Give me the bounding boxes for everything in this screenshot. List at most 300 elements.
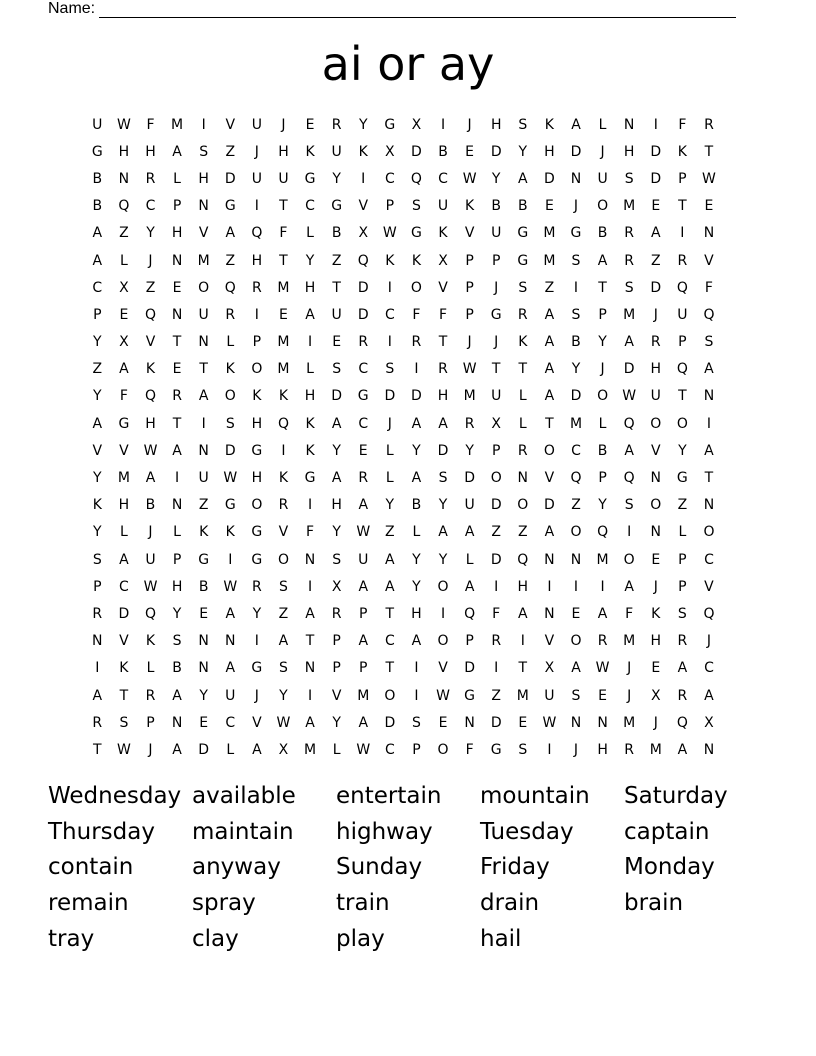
grid-letter[interactable]: R [464,415,475,432]
grid-letter[interactable]: P [93,578,102,595]
grid-letter[interactable]: E [305,116,315,133]
grid-letter[interactable]: G [251,660,263,677]
grid-letter[interactable]: I [307,334,313,351]
grid-letter[interactable]: P [678,578,687,595]
grid-letter[interactable]: A [704,442,714,459]
grid-letter[interactable]: D [357,279,369,296]
grid-letter[interactable]: U [92,116,103,133]
grid-letter[interactable]: R [358,470,369,487]
grid-letter[interactable]: R [411,334,422,351]
grid-letter[interactable]: C [571,442,581,459]
grid-letter[interactable]: Y [465,442,474,459]
grid-letter[interactable]: Q [676,361,688,378]
grid-letter[interactable]: O [251,497,263,514]
grid-letter[interactable]: P [465,279,474,296]
grid-letter[interactable]: A [597,605,608,622]
grid-letter[interactable]: Y [332,714,341,731]
grid-letter[interactable]: D [544,497,555,514]
grid-letter[interactable]: N [171,714,183,731]
grid-letter[interactable]: O [650,497,662,514]
grid-letter[interactable]: J [600,361,605,378]
grid-letter[interactable]: S [332,361,342,378]
grid-letter[interactable]: E [544,198,554,215]
grid-letter[interactable]: N [198,334,209,351]
grid-letter[interactable]: Q [144,605,156,622]
grid-letter[interactable]: E [438,714,448,731]
grid-letter[interactable]: I [307,687,313,704]
grid-letter[interactable]: P [359,605,368,622]
grid-letter[interactable]: R [225,306,236,323]
grid-letter[interactable]: Z [225,252,236,269]
grid-letter[interactable]: J [627,687,632,704]
grid-letter[interactable]: O [224,388,236,405]
grid-letter[interactable]: T [545,415,554,432]
grid-letter[interactable]: L [598,415,607,432]
grid-letter[interactable]: A [544,388,555,405]
grid-letter[interactable]: E [651,198,661,215]
grid-letter[interactable]: P [146,714,155,731]
grid-letter[interactable]: F [306,524,315,541]
grid-letter[interactable]: A [331,470,342,487]
grid-letter[interactable]: L [518,415,527,432]
grid-letter[interactable]: G [304,170,316,187]
grid-letter[interactable]: L [385,470,394,487]
grid-letter[interactable]: A [92,225,103,242]
grid-letter[interactable]: E [704,198,714,215]
grid-letter[interactable]: J [467,334,472,351]
grid-letter[interactable]: K [411,252,422,269]
grid-letter[interactable]: F [438,306,448,323]
grid-letter[interactable]: S [119,714,129,731]
grid-letter[interactable]: U [251,170,262,187]
grid-letter[interactable]: A [358,578,369,595]
grid-letter[interactable]: S [704,334,714,351]
grid-letter[interactable]: Y [518,143,528,160]
grid-letter[interactable]: H [145,143,156,160]
grid-letter[interactable]: U [331,306,342,323]
grid-letter[interactable]: K [305,442,315,459]
grid-letter[interactable]: C [92,279,103,296]
grid-letter[interactable]: R [624,252,635,269]
grid-letter[interactable]: K [651,605,661,622]
grid-letter[interactable]: W [143,578,158,595]
grid-letter[interactable]: I [254,198,259,215]
grid-letter[interactable]: E [651,551,661,568]
grid-letter[interactable]: R [331,116,342,133]
grid-letter[interactable]: M [543,225,556,242]
grid-letter[interactable]: T [93,741,102,758]
grid-letter[interactable]: R [92,605,103,622]
grid-letter[interactable]: Y [93,470,102,487]
grid-letter[interactable]: O [410,279,422,296]
grid-letter[interactable]: Q [464,605,476,622]
grid-letter[interactable]: L [518,388,527,405]
grid-letter[interactable]: S [279,578,288,595]
grid-letter[interactable]: K [544,116,554,133]
grid-letter[interactable]: Y [172,605,182,622]
grid-letter[interactable]: E [119,306,129,323]
grid-letter[interactable]: B [92,170,103,187]
grid-letter[interactable]: J [494,279,499,296]
grid-letter[interactable]: T [704,470,714,487]
grid-letter[interactable]: K [92,497,102,514]
grid-letter[interactable]: K [518,334,528,351]
grid-letter[interactable]: O [623,551,635,568]
grid-letter[interactable]: R [278,497,289,514]
grid-letter[interactable]: L [146,660,155,677]
grid-letter[interactable]: I [254,306,259,323]
grid-letter[interactable]: J [467,116,472,133]
grid-letter[interactable]: L [226,741,235,758]
grid-letter[interactable]: D [224,170,236,187]
grid-letter[interactable]: I [361,170,366,187]
grid-letter[interactable]: X [704,714,714,731]
grid-letter[interactable]: U [278,170,289,187]
grid-letter[interactable]: S [571,306,581,323]
grid-letter[interactable]: C [145,198,156,215]
grid-letter[interactable]: B [597,442,608,459]
grid-letter[interactable]: N [703,741,715,758]
grid-letter[interactable]: X [119,279,129,296]
grid-letter[interactable]: Z [92,361,103,378]
grid-letter[interactable]: N [703,388,715,405]
grid-letter[interactable]: H [118,143,130,160]
grid-letter[interactable]: Q [118,198,130,215]
grid-letter[interactable]: R [438,361,448,378]
grid-letter[interactable]: G [357,388,369,405]
grid-letter[interactable]: Y [438,497,448,514]
grid-letter[interactable]: A [119,361,129,378]
grid-letter[interactable]: B [517,198,528,215]
grid-letter[interactable]: D [411,388,422,405]
grid-letter[interactable]: N [650,470,661,487]
grid-letter[interactable]: G [490,741,502,758]
grid-letter[interactable]: V [198,225,209,242]
grid-letter[interactable]: M [277,361,290,378]
grid-letter[interactable]: I [175,470,180,487]
grid-letter[interactable]: L [412,524,421,541]
grid-letter[interactable]: Z [571,497,581,514]
grid-letter[interactable]: U [491,225,502,242]
grid-letter[interactable]: D [544,170,555,187]
grid-letter[interactable]: B [411,497,422,514]
grid-letter[interactable]: Q [144,388,156,405]
grid-letter[interactable]: R [677,687,688,704]
grid-letter[interactable]: R [677,252,688,269]
grid-letter[interactable]: Z [331,252,342,269]
grid-letter[interactable]: Q [623,470,635,487]
grid-letter[interactable]: Y [93,334,102,351]
grid-letter[interactable]: Y [412,551,421,568]
grid-letter[interactable]: P [172,198,182,215]
grid-letter[interactable]: T [199,361,208,378]
grid-letter[interactable]: V [225,116,236,133]
grid-letter[interactable]: L [385,442,394,459]
grid-letter[interactable]: N [703,225,715,242]
grid-letter[interactable]: A [518,170,528,187]
grid-letter[interactable]: X [331,578,342,595]
grid-letter[interactable]: I [307,497,313,514]
grid-letter[interactable]: N [118,170,130,187]
grid-letter[interactable]: S [571,687,581,704]
grid-letter[interactable]: U [358,551,369,568]
grid-letter[interactable]: N [171,252,183,269]
grid-letter[interactable]: P [93,306,102,323]
grid-letter[interactable]: M [569,415,583,432]
grid-letter[interactable]: R [677,633,688,650]
grid-letter[interactable]: Y [438,551,448,568]
grid-letter[interactable]: A [544,361,555,378]
grid-letter[interactable]: P [598,306,607,323]
grid-letter[interactable]: G [517,225,529,242]
grid-letter[interactable]: T [518,660,528,677]
grid-letter[interactable]: K [145,633,156,650]
grid-letter[interactable]: N [544,605,555,622]
grid-letter[interactable]: A [411,470,422,487]
grid-letter[interactable]: U [597,170,608,187]
grid-letter[interactable]: M [463,388,476,405]
grid-letter[interactable]: A [677,660,688,677]
grid-letter[interactable]: A [225,605,236,622]
grid-letter[interactable]: O [650,415,662,432]
grid-letter[interactable]: A [92,415,103,432]
grid-letter[interactable]: M [516,687,529,704]
grid-letter[interactable]: N [171,306,183,323]
grid-letter[interactable]: K [225,524,235,541]
grid-letter[interactable]: A [544,334,555,351]
grid-letter[interactable]: N [198,442,209,459]
grid-letter[interactable]: P [678,334,687,351]
grid-letter[interactable]: M [304,741,317,758]
grid-letter[interactable]: S [624,497,634,514]
grid-letter[interactable]: B [491,198,501,215]
grid-letter[interactable]: T [598,279,607,296]
grid-letter[interactable]: K [305,143,315,160]
grid-letter[interactable]: Q [357,252,369,269]
grid-letter[interactable]: A [385,551,395,568]
grid-letter[interactable]: D [411,143,422,160]
grid-letter[interactable]: Y [358,116,368,133]
grid-letter[interactable]: R [251,279,262,296]
grid-letter[interactable]: F [279,225,288,242]
grid-letter[interactable]: O [703,524,715,541]
grid-letter[interactable]: H [304,388,316,405]
grid-letter[interactable]: I [414,687,419,704]
grid-letter[interactable]: O [437,633,449,650]
grid-letter[interactable]: J [653,714,658,731]
grid-letter[interactable]: S [411,714,421,731]
grid-letter[interactable]: W [116,116,131,133]
grid-letter[interactable]: K [278,388,289,405]
grid-letter[interactable]: B [145,497,156,514]
grid-letter[interactable]: Q [623,415,635,432]
grid-letter[interactable]: M [171,116,184,133]
grid-letter[interactable]: Q [676,279,688,296]
grid-letter[interactable]: Y [412,578,421,595]
grid-letter[interactable]: H [171,225,183,242]
grid-letter[interactable]: U [145,551,156,568]
grid-letter[interactable]: H [411,605,422,622]
grid-letter[interactable]: B [92,198,103,215]
grid-letter[interactable]: J [254,687,259,704]
grid-letter[interactable]: E [651,660,661,677]
grid-letter[interactable]: I [307,578,313,595]
grid-letter[interactable]: S [677,605,687,622]
grid-letter[interactable]: Q [517,551,529,568]
grid-letter[interactable]: A [172,442,182,459]
grid-letter[interactable]: K [465,198,475,215]
grid-letter[interactable]: E [172,279,182,296]
grid-letter[interactable]: Y [332,524,341,541]
grid-letter[interactable]: Z [225,143,236,160]
grid-letter[interactable]: W [462,170,477,187]
grid-letter[interactable]: D [570,143,582,160]
grid-letter[interactable]: D [437,442,449,459]
grid-letter[interactable]: V [278,524,289,541]
grid-letter[interactable]: X [491,415,501,432]
grid-letter[interactable]: F [119,388,128,405]
grid-letter[interactable]: B [172,660,182,677]
grid-letter[interactable]: A [145,470,156,487]
grid-letter[interactable]: N [703,497,715,514]
grid-letter[interactable]: H [597,741,608,758]
grid-letter[interactable]: T [438,334,448,351]
grid-letter[interactable]: O [198,279,210,296]
grid-letter[interactable]: A [624,334,634,351]
grid-letter[interactable]: D [490,143,502,160]
grid-letter[interactable]: S [518,279,528,296]
grid-letter[interactable]: J [573,198,579,215]
grid-letter[interactable]: A [358,497,369,514]
grid-letter[interactable]: W [436,687,450,704]
grid-letter[interactable]: W [276,714,291,731]
grid-letter[interactable]: V [438,660,448,677]
grid-letter[interactable]: D [357,306,369,323]
grid-letter[interactable]: D [464,470,475,487]
grid-letter[interactable]: H [490,116,502,133]
grid-letter[interactable]: P [465,252,474,269]
grid-letter[interactable]: C [384,170,395,187]
grid-letter[interactable]: V [145,334,156,351]
grid-letter[interactable]: L [173,524,181,541]
grid-letter[interactable]: M [623,633,636,650]
grid-letter[interactable]: C [384,633,395,650]
grid-letter[interactable]: O [277,551,289,568]
grid-letter[interactable]: C [704,660,714,677]
grid-letter[interactable]: W [116,741,131,758]
grid-letter[interactable]: O [384,687,396,704]
grid-letter[interactable]: A [624,442,634,459]
grid-letter[interactable]: V [704,252,714,269]
grid-letter[interactable]: R [624,741,635,758]
grid-letter[interactable]: I [547,741,552,758]
grid-letter[interactable]: I [95,660,100,677]
grid-letter[interactable]: M [277,334,290,351]
grid-letter[interactable]: N [171,497,183,514]
grid-letter[interactable]: S [438,470,448,487]
grid-letter[interactable]: T [119,687,129,704]
grid-letter[interactable]: A [305,605,315,622]
grid-letter[interactable]: F [625,605,634,622]
grid-letter[interactable]: E [465,143,475,160]
grid-letter[interactable]: K [119,660,129,677]
grid-letter[interactable]: Y [571,361,581,378]
grid-letter[interactable]: W [595,660,610,677]
grid-letter[interactable]: T [172,334,182,351]
grid-letter[interactable]: C [358,415,369,432]
grid-letter[interactable]: K [305,415,315,432]
grid-letter[interactable]: A [305,714,315,731]
grid-letter[interactable]: V [119,442,129,459]
grid-letter[interactable]: E [172,361,182,378]
grid-letter[interactable]: O [570,524,582,541]
grid-letter[interactable]: E [279,306,288,323]
grid-letter[interactable]: K [252,388,262,405]
grid-letter[interactable]: A [597,252,608,269]
grid-letter[interactable]: J [281,116,286,133]
grid-letter[interactable]: I [387,279,392,296]
grid-letter[interactable]: M [117,470,130,487]
grid-letter[interactable]: P [332,633,341,650]
grid-letter[interactable]: L [332,741,341,758]
grid-letter[interactable]: B [438,143,448,160]
grid-letter[interactable]: A [411,633,422,650]
grid-letter[interactable]: F [465,741,474,758]
grid-letter[interactable]: J [148,524,153,541]
grid-letter[interactable]: S [518,116,528,133]
grid-letter[interactable]: U [251,116,262,133]
grid-letter[interactable]: M [623,198,636,215]
grid-letter[interactable]: T [332,279,341,296]
grid-letter[interactable]: R [331,605,342,622]
grid-letter[interactable]: Z [278,605,289,622]
grid-letter[interactable]: R [251,578,262,595]
grid-letter[interactable]: J [148,252,153,269]
grid-letter[interactable]: R [517,306,528,323]
grid-letter[interactable]: E [199,605,209,622]
grid-letter[interactable]: G [251,442,263,459]
grid-letter[interactable]: O [437,741,449,758]
grid-letter[interactable]: W [143,442,158,459]
grid-letter[interactable]: Y [93,388,102,405]
grid-letter[interactable]: O [543,442,555,459]
grid-letter[interactable]: W [462,361,477,378]
grid-letter[interactable]: W [356,741,371,758]
grid-letter[interactable]: O [251,361,263,378]
grid-letter[interactable]: N [198,198,209,215]
grid-letter[interactable]: Q [703,605,715,622]
name-blank[interactable] [99,3,736,18]
grid-letter[interactable]: V [544,633,555,650]
grid-letter[interactable]: J [387,415,392,432]
grid-letter[interactable]: T [172,415,182,432]
grid-letter[interactable]: O [437,578,449,595]
grid-letter[interactable]: I [281,442,286,459]
grid-letter[interactable]: N [544,551,555,568]
grid-letter[interactable]: K [278,470,289,487]
grid-letter[interactable]: L [119,524,128,541]
grid-letter[interactable]: V [650,442,661,459]
grid-letter[interactable]: P [598,470,607,487]
grid-letter[interactable]: V [544,470,555,487]
grid-letter[interactable]: K [358,143,368,160]
grid-letter[interactable]: M [543,252,556,269]
grid-letter[interactable]: H [278,143,289,160]
grid-letter[interactable]: N [225,633,236,650]
grid-letter[interactable]: T [704,143,714,160]
grid-letter[interactable]: J [254,143,259,160]
grid-letter[interactable]: R [145,170,156,187]
